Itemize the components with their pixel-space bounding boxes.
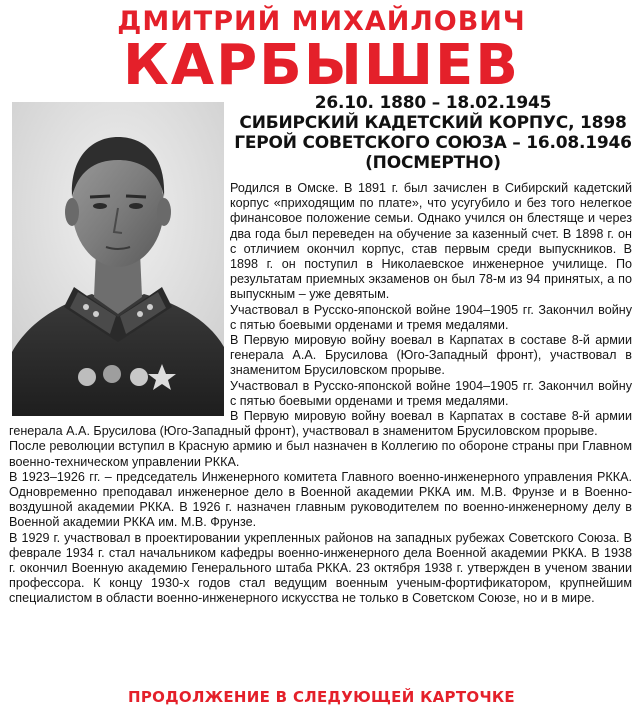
education-fact: СИБИРСКИЙ КАДЕТСКИЙ КОРПУС, 1898 (239, 113, 627, 133)
hero-title-fact: ГЕРОЙ СОВЕТСКОГО СОЮЗА – 16.08.1946 (234, 133, 632, 153)
bio-paragraph: В Первую мировую войну воевал в Карпатах в составе 8-й армии генерала А.А. Брусилова (Юго-Западный фронт), участвовал в знаменитом Брусиловском прорыве. (230, 333, 632, 378)
bio-paragraph: Участвовал в Русско-японской войне 1904–1905 гг. Закончил войну с пятью боевыми орденами и тремя медалями. (230, 378, 632, 408)
life-dates: 26.10. 1880 – 18.02.1945 (314, 93, 552, 113)
bio-paragraph: В 1923–1926 гг. – председатель Инженерного комитета Главного военно-инженерного управления РККА. Одновременно преподавал инженерное дело в Военной академии РККА им. М.В. Фрунзе и в Военно-воздушной академии РККА. В 1926 г. назначен главным руководителем по военно-инженерному делу в Военной академии РККА им. М.В. Фрунзе. (9, 469, 632, 530)
bio-paragraph: После революции вступил в Красную армию и был назначен в Коллегию по обороне страны при Главном военно-техническом управлении РККА. (9, 439, 632, 469)
bio-paragraph: Родился в Омске. В 1891 г. был зачислен в Сибирский кадетский корпус «приходящим по плате», что усугубило и без того нелегкое финансовое положение семьи. Однако учился он блестяще и через два года был переведен на обучение за казенный счет. В 1898 г. он с отличием окончил корпус, став первым среди выпускников. В 1898 г. он поступил в Николаевское инженерное училище. По результатам приемных экзаменов он был 78-м из 94 принятых, а по выпускным – уже девятым. (230, 181, 632, 302)
biography-text (9, 181, 632, 607)
key-facts (228, 93, 638, 173)
surname-heading: КАРБЫШЕВ (123, 33, 520, 98)
posthumous-note: (ПОСМЕРТНО) (365, 153, 501, 173)
continuation-note: ПРОДОЛЖЕНИЕ В СЛЕДУЮЩЕЙ КАРТОЧКЕ (128, 688, 515, 706)
bio-paragraph: Участвовал в Русско-японской войне 1904–1905 гг. Закончил войну с пятью боевыми орденами и тремя медалями. (230, 302, 632, 332)
photo-wrap-spacer (9, 181, 230, 417)
bio-paragraph: В 1929 г. участвовал в проектировании укрепленных районов на западных рубежах Советского Союза. В феврале 1934 г. стал начальником кафедры военно-инженерного дела Военной академии РККА. В 1938 г. окончил Военную академию Генерального штаба РККА. 23 октября 1938 г. утвержден в ученом звании профессора. К концу 1930-х годов стал ведущим военным ученым-фортификатором, крупнейшим специалистом в области военно-инженерного искусства не только в Советском Союзе, но и в мире. (9, 530, 632, 606)
bio-paragraph: В Первую мировую войну воевал в Карпатах в составе 8-й армии генерала А.А. Брусилова (Юго-Западный фронт), участвовал в знаменитом Брусиловском прорыве. (9, 409, 632, 439)
first-names-heading: ДМИТРИЙ МИХАЙЛОВИЧ (117, 6, 526, 37)
